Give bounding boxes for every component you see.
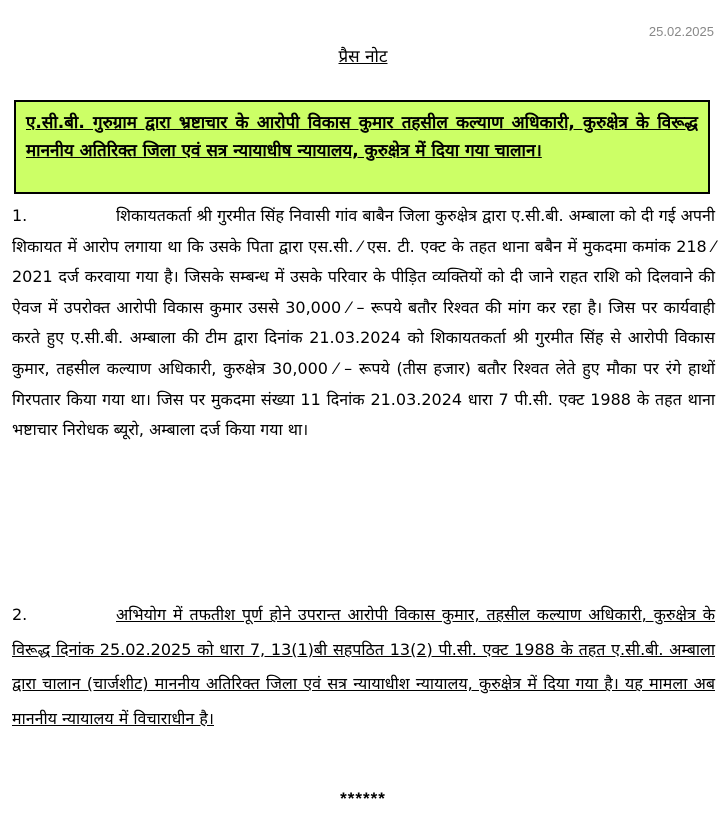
paragraph-1	[12, 201, 715, 446]
paragraph-number: 1.	[12, 206, 28, 225]
paragraph-number: 2.	[12, 605, 28, 624]
press-note-date: 25.02.2025	[648, 24, 714, 39]
closing-stars: ******	[340, 789, 386, 808]
headline-text: ए.सी.बी. गुरुग्राम द्वारा भ्रष्टाचार के आरोपी विकास कुमार तहसील कल्याण अधिकारी, कुरुक्षेत्र के विरूद्ध माननीय अतिरिक्त जिला एवं सत्र न्यायाधीष न्यायालय, कुरुक्षेत्र में दिया गया चालान।	[26, 113, 698, 161]
paragraph-text: अभियोग में तफतीश पूर्ण होने उपरान्त आरोपी विकास कुमार, तहसील कल्याण अधिकारी, कुरुक्षेत्र के विरूद्ध दिनांक 25.02.2025 को धारा 7, 13(1)बी सहपठित 13(2) पी.सी. एक्ट 1988 के तहत ए.सी.बी. अम्बाला द्वारा चालान (चार्जशीट) माननीय अतिरिक्त जिला एवं सत्र न्यायाधीश न्यायालय, कुरुक्षेत्र में दिया गया है। यह मामला अब माननीय न्यायालय में विचाराधीन है।	[12, 605, 715, 728]
paragraph-2	[12, 598, 715, 736]
headline-box	[14, 100, 710, 194]
page-title: प्रैस नोट	[338, 47, 388, 67]
paragraph-text: शिकायतकर्ता श्री गुरमीत सिंह निवासी गांव बाबैन जिला कुरुक्षेत्र द्वारा ए.सी.बी. अम्बाला को दी गई अपनी शिकायत में आरोप लगाया था कि उसके पिता द्वारा एस.सी. ⁄ एस. टी. एक्ट के तहत थाना बबैन में मुकदमा कमांक 218 ⁄ 2021 दर्ज करवाया गया है। जिसके सम्बन्ध में उसके परिवार के पीड़ित व्यक्तियों को दी जाने राहत राशि को दिलवाने की ऐवज में उपरोक्त आरोपी विकास कुमार उससे 30,000 ⁄ – रूपये बतौर रिश्वत की मांग कर रहा है। जिस पर कार्यवाही करते हुए ए.सी.बी. अम्बाला की टीम द्वारा दिनांक 21.03.2024 को शिकायतकर्ता श्री गुरमीत सिंह से आरोपी विकास कुमार, तहसील कल्याण अधिकारी, कुरुक्षेत्र 30,000 ⁄ – रूपये (तीस हजार) बतौर रिश्वत लेते हुए मौका पर रंगे हाथों गिरपतार किया गया था। जिस पर मुकदमा संख्या 11 दिनांक 21.03.2024 धारा 7 पी.सी. एक्ट 1988 के तहत थाना भष्टाचार निरोधक ब्यूरो, अम्बाला दर्ज किया गया था।	[12, 206, 715, 440]
